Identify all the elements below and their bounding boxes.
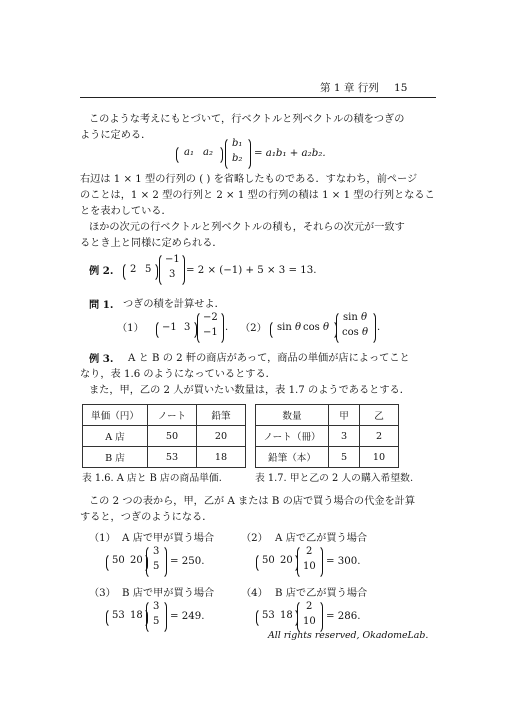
table2-caption: 表 1.7. 甲と乙の 2 人の購入希望数. xyxy=(255,473,414,484)
example2-label: 例 2. xyxy=(89,265,114,277)
table-cell: 3 xyxy=(329,426,360,447)
example3-line-3: また，甲，乙の 2 人が買いたい数量は，表 1.7 のようであるとする． xyxy=(89,385,410,396)
table-header-cell: ノート xyxy=(148,405,197,426)
case2-number: （2） xyxy=(241,533,268,544)
table-cell: 53 xyxy=(148,447,197,468)
table-cell: 18 xyxy=(197,447,246,468)
table-cell: B 店 xyxy=(83,447,148,468)
table-row xyxy=(256,426,399,447)
example3-label: 例 3. xyxy=(89,353,114,365)
table-cell: A 店 xyxy=(83,426,148,447)
case3-title: B 店で甲が買う場合 xyxy=(122,588,215,599)
unit-price-table xyxy=(82,404,246,468)
case4-title: B 店で乙が買う場合 xyxy=(275,588,368,599)
table-row xyxy=(83,426,246,447)
header-rule xyxy=(80,97,436,98)
para1-line-3: とを表わしている． xyxy=(80,206,172,217)
para1-line-1: 右辺は 1 × 1 型の行列の ( ) を省略したものである．すなわち，前ページ xyxy=(80,174,418,185)
chapter-title: 第 1 章 行列 xyxy=(320,82,379,94)
question1-part2-number: （2） xyxy=(240,323,267,334)
case3-number: （3） xyxy=(89,588,116,599)
case4-number: （4） xyxy=(241,588,268,599)
question1-label: 問 1. xyxy=(89,299,114,311)
table-header-cell: 甲 xyxy=(329,405,360,426)
case2-result: = 300. xyxy=(326,556,361,567)
page-number: 15 xyxy=(394,82,408,94)
case3-result: = 249. xyxy=(170,611,205,622)
table-header-row xyxy=(83,405,246,426)
quantity-table xyxy=(255,404,399,468)
question1-text: つぎの積を計算せよ． xyxy=(123,299,225,310)
table-cell: ノート（冊） xyxy=(256,426,329,447)
example2-rhs: = 2 × (−1) + 5 × 3 = 13. xyxy=(186,265,317,276)
table-header-cell: 鉛筆 xyxy=(197,405,246,426)
case1-result: = 250. xyxy=(170,556,205,567)
table-cell: 10 xyxy=(360,447,399,468)
table-row xyxy=(83,447,246,468)
table-row xyxy=(256,447,399,468)
table-header-cell: 単価（円） xyxy=(83,405,148,426)
para3-line-1: この 2 つの表から，甲，乙が A または B の店で買う場合の代金を計算 xyxy=(89,496,416,507)
para3-line-2: すると，つぎのようになる． xyxy=(80,512,213,523)
table1-caption: 表 1.6. A 店と B 店の商品単価. xyxy=(82,473,222,484)
case4-result: = 286. xyxy=(326,611,361,622)
para2-line-2: るとき上と同様に定められる． xyxy=(80,238,223,249)
table-cell: 5 xyxy=(329,447,360,468)
table-cell: 鉛筆（本） xyxy=(256,447,329,468)
intro-line-2: ように定める． xyxy=(80,130,152,141)
table-cell: 20 xyxy=(197,426,246,447)
table-cell: 50 xyxy=(148,426,197,447)
running-header xyxy=(320,80,407,95)
copyright-footer: All rights reserved, OkadomeLab. xyxy=(268,630,429,641)
table-header-cell: 数量 xyxy=(256,405,329,426)
case1-title: A 店で甲が買う場合 xyxy=(122,533,215,544)
table-header-row xyxy=(256,405,399,426)
para2-line-1: ほかの次元の行ベクトルと列ベクトルの積も，それらの次元が一致す xyxy=(89,222,405,233)
case1-number: （1） xyxy=(89,533,116,544)
case2-title: A 店で乙が買う場合 xyxy=(275,533,368,544)
table-cell: 2 xyxy=(360,426,399,447)
question1-part1-number: （1） xyxy=(117,323,144,334)
para1-line-2: のことは，1 × 2 型の行列と 2 × 1 型の行列の積は 1 × 1 型の行列となるこ xyxy=(80,190,435,201)
definition-rhs: = a₁b₁ + a₂b₂. xyxy=(254,148,326,159)
example3-line-2: なり，表 1.6 のようになっているとする． xyxy=(80,369,276,380)
table-header-cell: 乙 xyxy=(360,405,399,426)
example3-line-1: A と B の 2 軒の商店があって，商品の単価が店によってこと xyxy=(128,353,410,364)
intro-line-1: このような考えにもとづいて，行ベクトルと列ベクトルの積をつぎの xyxy=(89,114,405,125)
